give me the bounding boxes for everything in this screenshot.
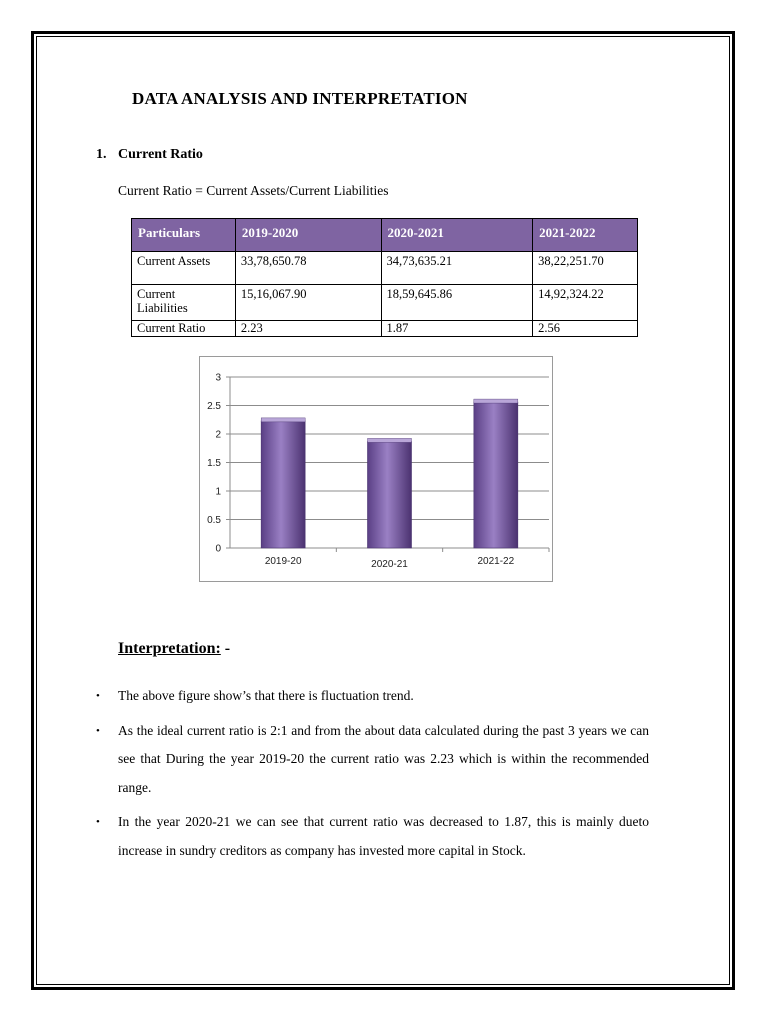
x-tick-label: 2019-20 xyxy=(264,556,302,567)
table-header-cell: 2021-2022 xyxy=(533,219,638,252)
bar xyxy=(368,441,412,548)
section-number: 1. xyxy=(96,147,107,162)
x-tick-label: 2021-22 xyxy=(477,556,515,567)
y-tick-label: 1 xyxy=(215,486,221,498)
table-row xyxy=(132,321,638,337)
interpretation-suffix: - xyxy=(220,640,231,657)
section-title: Current Ratio xyxy=(118,147,203,162)
table-cell: 2.23 xyxy=(235,321,381,337)
list-item xyxy=(96,717,649,803)
table-header-cell: 2019-2020 xyxy=(235,219,381,252)
table-header-row xyxy=(132,219,638,252)
bar xyxy=(474,402,518,548)
formula-text: Current Ratio = Current Assets/Current Liabilities xyxy=(118,183,389,198)
bullet-icon: • xyxy=(96,816,100,828)
list-item xyxy=(96,808,649,865)
table-row xyxy=(132,285,638,321)
interpretation-list xyxy=(96,682,649,871)
table-cell: Current Ratio xyxy=(132,321,236,337)
y-tick-label: 2.5 xyxy=(207,401,221,412)
y-tick-label: 0.5 xyxy=(207,515,221,526)
table-cell: 2.56 xyxy=(533,321,638,337)
bar-cap xyxy=(474,399,518,403)
ratio-table xyxy=(131,218,638,337)
interpretation-title: Interpretation: xyxy=(118,640,221,657)
chart-canvas xyxy=(200,357,554,583)
current-ratio-chart xyxy=(199,356,553,582)
list-item-text: The above figure show’s that there is fluctuation trend. xyxy=(118,688,414,703)
bullet-icon: • xyxy=(96,690,100,702)
interpretation-heading xyxy=(118,640,230,658)
table-cell: 38,22,251.70 xyxy=(533,252,638,285)
bar xyxy=(261,421,305,548)
table-header-cell: 2020-2021 xyxy=(381,219,533,252)
y-tick-label: 1.5 xyxy=(207,458,221,469)
table-cell: 33,78,650.78 xyxy=(235,252,381,285)
table-cell: 14,92,324.22 xyxy=(533,285,638,321)
table-cell: 15,16,067.90 xyxy=(235,285,381,321)
page-title: DATA ANALYSIS AND INTERPRETATION xyxy=(132,89,468,108)
bullet-icon: • xyxy=(96,724,100,737)
table-row xyxy=(132,252,638,285)
table-cell: 1.87 xyxy=(381,321,533,337)
x-tick-label: 2020-21 xyxy=(371,559,408,570)
list-item-text: In the year 2020-21 we can see that current ratio was decreased to 1.87, this is mainly dueto increase in sundry creditors as company has invested more capital in Stock. xyxy=(118,814,649,858)
y-tick-label: 3 xyxy=(215,372,221,384)
bar-cap xyxy=(261,418,305,422)
section-heading xyxy=(96,147,203,163)
table-cell: Current Liabilities xyxy=(132,285,236,321)
table-cell: Current Assets xyxy=(132,252,236,285)
bar-cap xyxy=(368,438,412,442)
list-item-text: As the ideal current ratio is 2:1 and from the about data calculated during the past 3 years we can see that During the year 2019-20 the current ratio was 2.23 which is within the recommended range. xyxy=(118,722,649,795)
table-header-cell: Particulars xyxy=(132,219,236,252)
table-cell: 18,59,645.86 xyxy=(381,285,533,321)
table-cell: 34,73,635.21 xyxy=(381,252,533,285)
list-item xyxy=(96,682,649,711)
y-tick-label: 0 xyxy=(215,543,221,555)
y-tick-label: 2 xyxy=(215,429,221,441)
